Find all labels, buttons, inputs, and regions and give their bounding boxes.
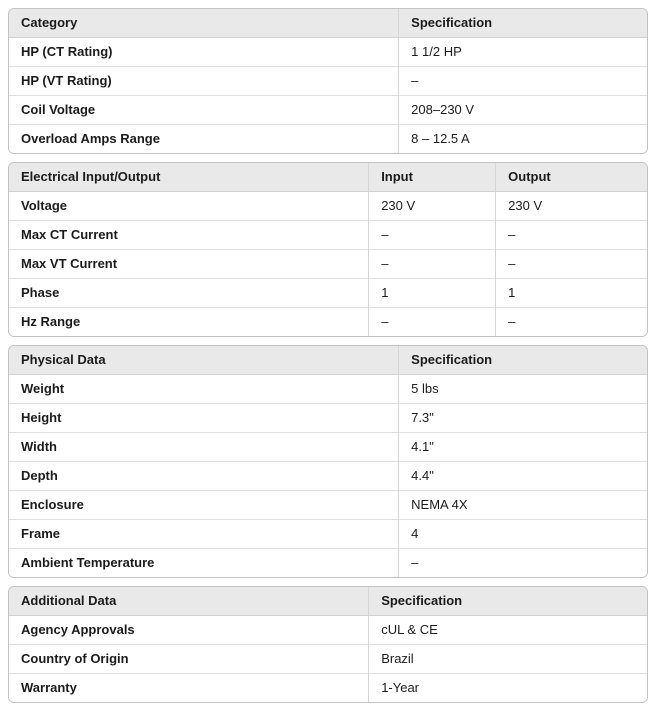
row-value-input: – [368, 250, 495, 279]
table-row [9, 279, 647, 308]
row-value: 208–230 V [398, 96, 647, 125]
table-header-row [9, 163, 647, 192]
table-row [9, 404, 647, 433]
table-row [9, 433, 647, 462]
table-header-row [9, 9, 647, 38]
row-label: Weight [9, 375, 398, 404]
row-value: 1 1/2 HP [398, 38, 647, 67]
table-row [9, 250, 647, 279]
row-value: – [398, 67, 647, 96]
row-value: 4 [398, 520, 647, 549]
table-row [9, 645, 647, 674]
additional-data-table [8, 586, 648, 703]
row-label: Max CT Current [9, 221, 368, 250]
row-label: Height [9, 404, 398, 433]
table-row [9, 67, 647, 96]
row-label: Phase [9, 279, 368, 308]
row-value: 5 lbs [398, 375, 647, 404]
column-header-specification: Specification [398, 9, 647, 38]
row-label: HP (CT Rating) [9, 38, 398, 67]
column-header-category: Category [9, 9, 398, 38]
row-label: Ambient Temperature [9, 549, 398, 577]
category-table [8, 8, 648, 154]
row-value: 4.1" [398, 433, 647, 462]
row-label: Coil Voltage [9, 96, 398, 125]
row-value: 7.3" [398, 404, 647, 433]
row-label: Overload Amps Range [9, 125, 398, 153]
column-header-physical-data: Physical Data [9, 346, 398, 375]
row-value: NEMA 4X [398, 491, 647, 520]
table-row [9, 125, 647, 153]
table-row [9, 549, 647, 577]
table-row [9, 192, 647, 221]
row-value: 8 – 12.5 A [398, 125, 647, 153]
row-value-output: 1 [495, 279, 647, 308]
table-row [9, 674, 647, 702]
row-value: cUL & CE [368, 616, 647, 645]
row-label: HP (VT Rating) [9, 67, 398, 96]
row-label: Enclosure [9, 491, 398, 520]
row-value: – [398, 549, 647, 577]
row-value-output: – [495, 308, 647, 336]
table-row [9, 308, 647, 336]
electrical-input-output-table [8, 162, 648, 337]
column-header-additional-data: Additional Data [9, 587, 368, 616]
row-value-input: – [368, 308, 495, 336]
column-header-specification: Specification [368, 587, 647, 616]
row-label: Hz Range [9, 308, 368, 336]
physical-data-table [8, 345, 648, 578]
row-value: Brazil [368, 645, 647, 674]
table-row [9, 38, 647, 67]
table-header-row [9, 346, 647, 375]
row-label: Voltage [9, 192, 368, 221]
row-value: 4.4" [398, 462, 647, 491]
column-header-output: Output [495, 163, 647, 192]
table-row [9, 616, 647, 645]
column-header-electrical: Electrical Input/Output [9, 163, 368, 192]
table-row [9, 375, 647, 404]
table-row [9, 491, 647, 520]
table-row [9, 221, 647, 250]
row-value-input: – [368, 221, 495, 250]
row-label: Agency Approvals [9, 616, 368, 645]
row-value-output: – [495, 250, 647, 279]
table-row [9, 462, 647, 491]
row-label: Max VT Current [9, 250, 368, 279]
table-header-row [9, 587, 647, 616]
row-label: Country of Origin [9, 645, 368, 674]
row-label: Frame [9, 520, 398, 549]
table-row [9, 96, 647, 125]
row-label: Width [9, 433, 398, 462]
row-value-input: 1 [368, 279, 495, 308]
column-header-specification: Specification [398, 346, 647, 375]
column-header-input: Input [368, 163, 495, 192]
row-value-input: 230 V [368, 192, 495, 221]
row-value-output: 230 V [495, 192, 647, 221]
row-label: Warranty [9, 674, 368, 702]
row-label: Depth [9, 462, 398, 491]
table-row [9, 520, 647, 549]
row-value: 1-Year [368, 674, 647, 702]
row-value-output: – [495, 221, 647, 250]
